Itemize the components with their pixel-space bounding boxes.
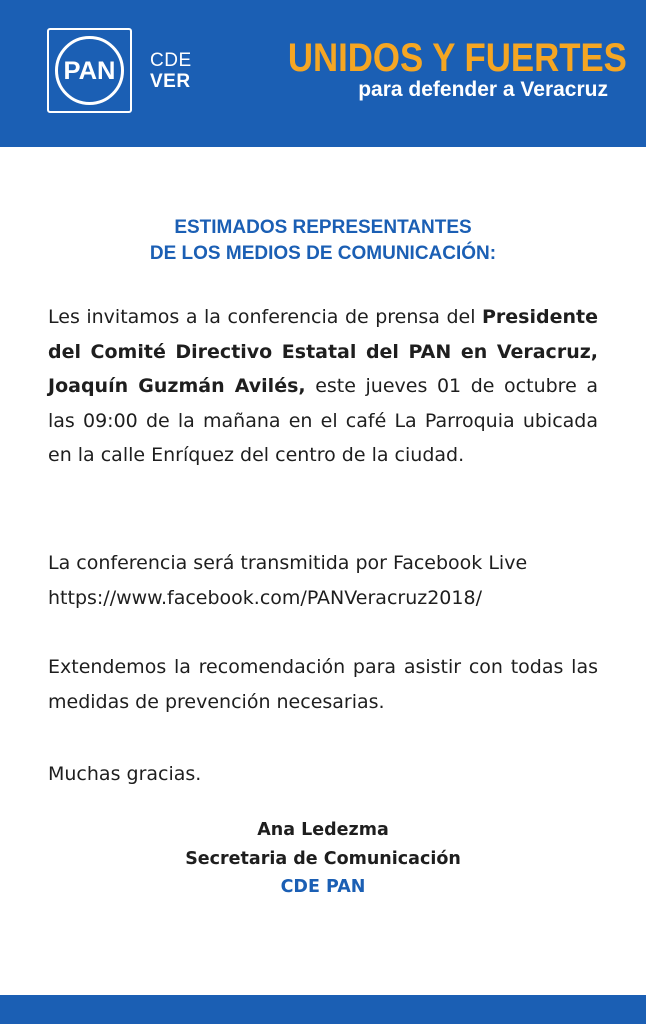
invitation-intro: Les invitamos a la conferencia de prensa del [48, 306, 482, 328]
cde-label: CDE [150, 50, 192, 71]
signature-block [0, 816, 646, 902]
ver-label: VER [150, 71, 191, 92]
slogan [240, 36, 627, 102]
broadcast-paragraph [48, 546, 598, 615]
slogan-sub: para defender a Veracruz [358, 78, 608, 101]
thanks-paragraph: Muchas gracias. [48, 763, 202, 785]
greeting-line-1: ESTIMADOS REPRESENTANTES [174, 217, 472, 238]
cde-ver-label [150, 50, 192, 92]
slogan-main: UNIDOS Y FUERTES [287, 36, 627, 80]
greeting-line-2: DE LOS MEDIOS DE COMUNICACIÓN: [149, 243, 497, 264]
footer-bar [0, 995, 646, 1024]
facebook-link[interactable]: https://www.facebook.com/PANVeracruz2018/ [48, 586, 482, 609]
invitation-paragraph [48, 300, 598, 473]
pan-logo [47, 28, 132, 113]
pan-logo-emblem [49, 30, 130, 111]
signer-title: Secretaria de Comunicación [185, 848, 461, 869]
greeting-heading [0, 215, 646, 267]
pan-logo-text: PAN [63, 57, 116, 85]
invitation-president: Presidente del Comité Directivo Estatal del PAN en Veracruz, Joaquín Guzmán Avilés, [48, 306, 598, 397]
signer-name: Ana Ledezma [257, 820, 389, 840]
signer-org: CDE PAN [280, 877, 366, 897]
invitation-details: este jueves 01 de octubre a las 09:00 de la mañana en el café La Parroquia ubicada en la calle Enríquez del centro de la ciudad. [48, 375, 598, 466]
broadcast-text: La conferencia será transmitida por Facebook Live [48, 552, 528, 574]
recommendation-paragraph: Extendemos la recomendación para asistir con todas las medidas de prevención necesarias. [48, 656, 598, 713]
header-banner [0, 0, 646, 147]
